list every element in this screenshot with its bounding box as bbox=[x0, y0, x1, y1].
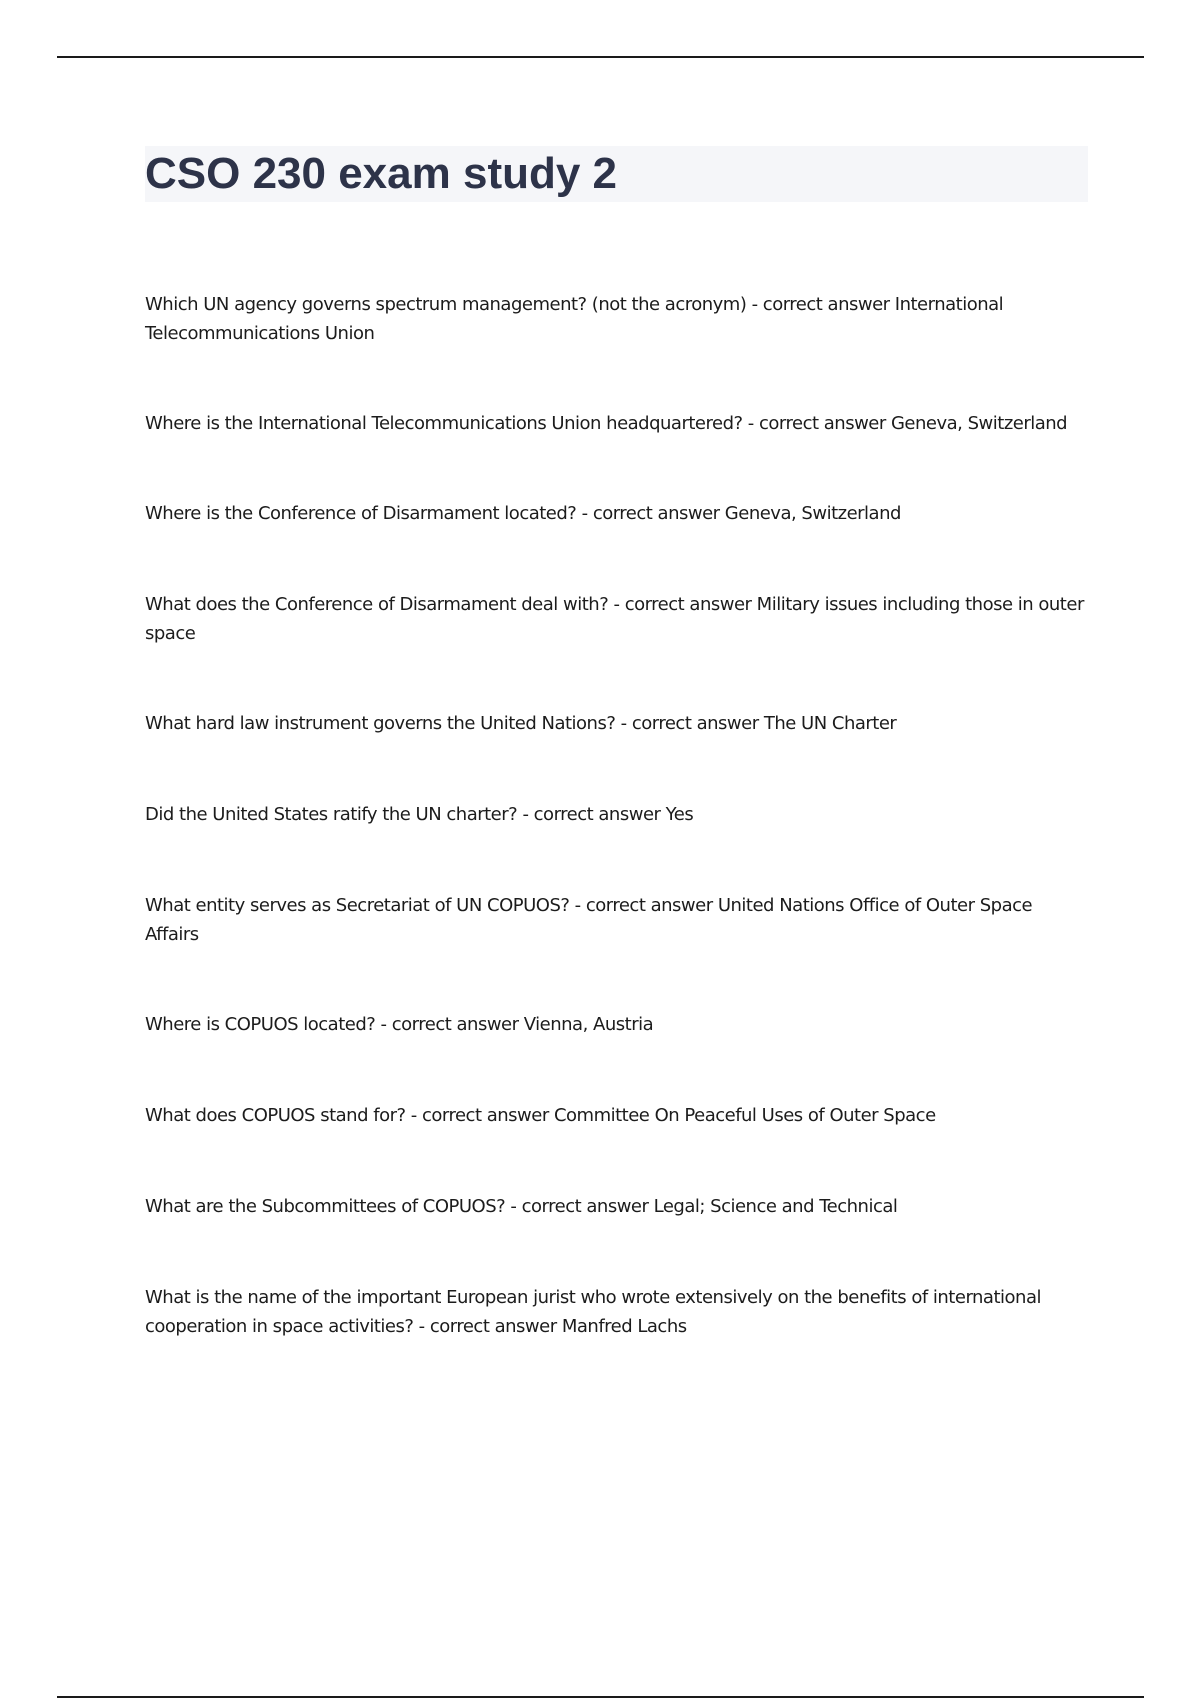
question-text: What does COPUOS stand for? bbox=[145, 1105, 406, 1126]
answer-separator: - correct answer bbox=[375, 1014, 524, 1035]
qa-item bbox=[145, 1192, 1090, 1221]
answer-separator: - correct answer bbox=[742, 413, 891, 434]
question-text: Where is the International Telecommunications Union headquartered? bbox=[145, 413, 743, 434]
qa-list bbox=[145, 290, 1090, 1402]
answer-text: International Telecommunications Union bbox=[145, 294, 1004, 344]
question-text: Where is the Conference of Disarmament located? bbox=[145, 503, 577, 524]
answer-text: Yes bbox=[665, 804, 694, 825]
answer-separator: - correct answer bbox=[615, 713, 764, 734]
question-text: Where is COPUOS located? bbox=[145, 1014, 376, 1035]
answer-text: The UN Charter bbox=[763, 713, 897, 734]
answer-text: Committee On Peaceful Uses of Outer Space bbox=[553, 1105, 936, 1126]
question-text: Did the United States ratify the UN charter? bbox=[145, 804, 518, 825]
qa-item bbox=[145, 1283, 1090, 1341]
answer-text: Geneva, Switzerland bbox=[890, 413, 1068, 434]
answer-text: United Nations Office of Outer Space Affairs bbox=[145, 895, 1033, 945]
qa-item bbox=[145, 590, 1090, 648]
answer-separator: - correct answer bbox=[405, 1105, 554, 1126]
answer-separator: - correct answer bbox=[517, 804, 666, 825]
qa-item bbox=[145, 709, 1090, 738]
question-text: Which UN agency governs spectrum management? (not the acronym) bbox=[145, 294, 747, 315]
qa-item bbox=[145, 409, 1090, 438]
answer-separator: - correct answer bbox=[608, 594, 757, 615]
answer-text: Geneva, Switzerland bbox=[724, 503, 901, 524]
answer-text: Military issues including those in outer space bbox=[145, 594, 1084, 644]
top-rule bbox=[57, 56, 1144, 58]
bottom-rule bbox=[57, 1696, 1144, 1698]
qa-item bbox=[145, 800, 1090, 829]
qa-item bbox=[145, 290, 1090, 348]
qa-item bbox=[145, 891, 1090, 949]
page-title: CSO 230 exam study 2 bbox=[145, 149, 618, 198]
qa-item bbox=[145, 1010, 1090, 1039]
answer-separator: - correct answer bbox=[746, 294, 895, 315]
question-text: What hard law instrument governs the United Nations? bbox=[145, 713, 616, 734]
answer-separator: - correct answer bbox=[505, 1196, 654, 1217]
question-text: What are the Subcommittees of COPUOS? bbox=[145, 1196, 506, 1217]
answer-separator: - correct answer bbox=[569, 895, 718, 916]
answer-separator: - correct answer bbox=[576, 503, 725, 524]
answer-text: Vienna, Austria bbox=[523, 1014, 654, 1035]
answer-text: Legal; Science and Technical bbox=[653, 1196, 898, 1217]
question-text: What is the name of the important European jurist who wrote extensively on the benefits of international cooperation in space activities? bbox=[145, 1287, 1041, 1337]
question-text: What entity serves as Secretariat of UN COPUOS? bbox=[145, 895, 570, 916]
qa-item bbox=[145, 499, 1090, 528]
answer-separator: - correct answer bbox=[413, 1316, 562, 1337]
answer-text: Manfred Lachs bbox=[561, 1316, 687, 1337]
question-text: What does the Conference of Disarmament deal with? bbox=[145, 594, 609, 615]
qa-item bbox=[145, 1101, 1090, 1130]
